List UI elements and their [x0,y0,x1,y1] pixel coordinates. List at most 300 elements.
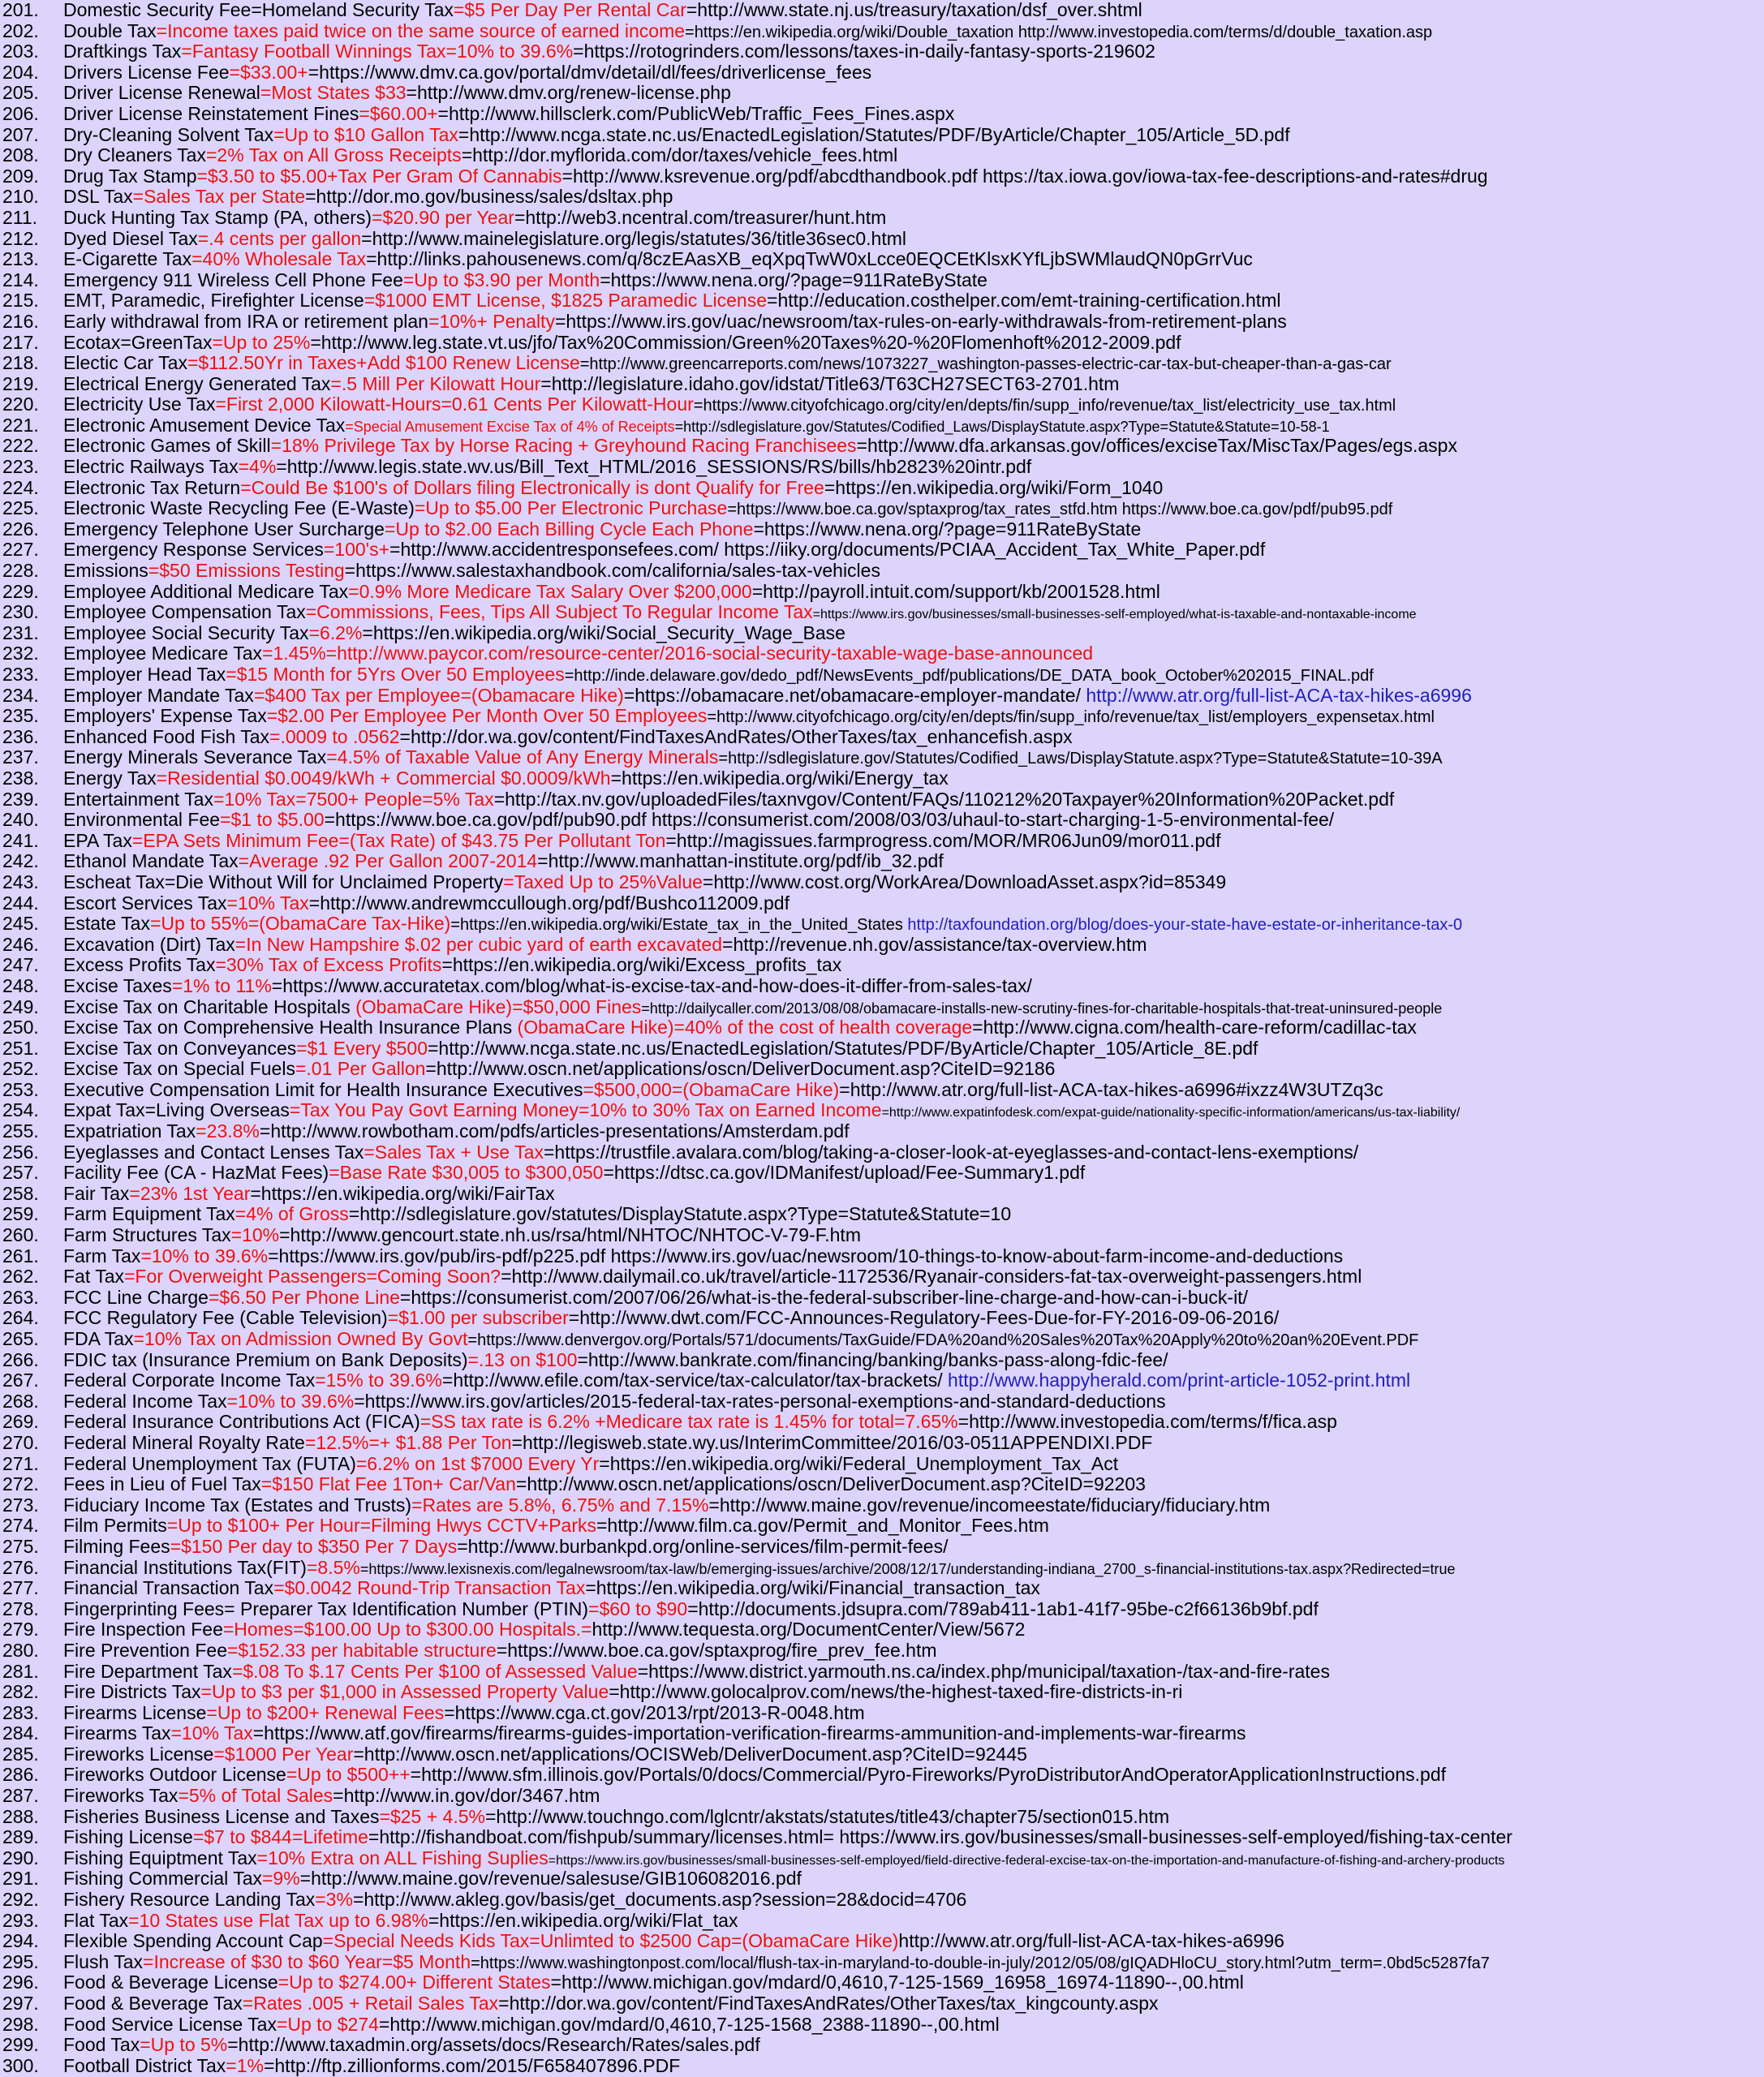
item-number: 278. [2,1598,39,1619]
list-item [0,1121,1764,1142]
entry-text: =http://legisweb.state.wy.us/InterimCommittee/2016/03-0511APPENDIXI.PDF [511,1432,1153,1453]
entry-text: =http://www.taxadmin.org/assets/docs/Research/Rates/sales.pdf [227,2035,760,2056]
entry-text: Escort Services Tax [63,892,227,914]
item-number: 299. [2,2035,39,2056]
entry-text: Farm Tax [63,1245,141,1266]
rate-text: =Increase of $30 to $60 Year=$5 Month [143,1951,471,1972]
entry-text: Excise Tax on Charitable Hospitals [63,996,356,1017]
rate-text: =1% to 11% [171,975,272,996]
rate-text: =Up to $2.00 Each Billing Cycle Each Phone [384,518,754,540]
rate-text: =4.5% of Taxable Value of Any Energy Minerals [326,747,719,768]
entry-text: =http://tax.nv.gov/uploadedFiles/taxnvgov/Content/FAQs/110212%20Taxpayer%20Information%20Packet.pdf [493,789,1395,810]
entry-text: =https://www.denvergov.org/Portals/571/documents/TaxGuide/FDA%20and%20Sales%20Tax%20Apply%20to%20an%20Event.PDF [467,1331,1419,1349]
entry-text: Employee Compensation Tax [63,602,306,623]
rate-text: =Up to 25% [212,332,311,353]
item-number: 232. [2,643,39,664]
list-item [0,1558,1764,1579]
entry-text: Enhanced Food Fish Tax [63,726,270,747]
entry-text: =https://www.nena.org/?page=911RateByState [753,518,1142,540]
rate-text: =6.2% [308,622,363,643]
list-item [0,0,1764,21]
entry-text: =https://consumerist.com/2007/06/26/what-is-the-federal-subscriber-line-charge-and-how-can-i-buck-it/ [399,1287,1248,1308]
item-number: 280. [2,1640,39,1661]
entry-text: =http://magissues.farmprogress.com/MOR/MR06Jun09/mor011.pdf [665,830,1221,851]
rate-text: =10% Extra on ALL Fishing Suplies [256,1847,549,1868]
item-number: 273. [2,1494,39,1516]
rate-text: =3% [315,1890,353,1911]
list-item [0,2015,1764,2036]
entry-text: Fishing License [63,1827,193,1848]
entry-text: Food & Beverage License [63,1972,278,1993]
entry-text: Fisheries Business License and Taxes [63,1806,380,1827]
list-item [0,498,1764,519]
entry-text: Fees in Lieu of Fuel Tax [63,1474,261,1495]
entry-text: =http://www.maine.gov/revenue/incomeestate/fiduciary/fiduciary.htm [708,1494,1271,1516]
entry-text: =http://www.leg.state.vt.us/jfo/Tax%20Commission/Green%20Taxes%20-%20Flomenhoft%2012-2009.pdf [310,332,1181,353]
item-number: 254. [2,1100,39,1121]
rate-text: =$5 Per Day Per Rental Car [453,0,686,20]
entry-text: =http://www.efile.com/tax-service/tax-calculator/tax-brackets/ [441,1370,949,1391]
rate-text: =Most States $33 [260,83,407,104]
entry-text: =https://en.wikipedia.org/wiki/Energy_tax [610,768,949,789]
entry-text: =https://www.cga.ct.gov/2013/rpt/2013-R-0048.htm [444,1702,865,1723]
rate-text: =$150 Flat Fee 1Ton+ Car/Van [260,1474,516,1495]
list-item [0,623,1764,644]
list-item [0,1163,1764,1184]
entry-text: Environmental Fee [63,810,221,831]
item-number: 295. [2,1951,39,1972]
list-item [0,2035,1764,2056]
entry-text: Entertainment Tax [63,789,213,810]
entry-text: =https://en.wikipedia.org/wiki/Federal_Unemployment_Tax_Act [599,1453,1119,1474]
rate-text: =5% of Total Sales [178,1786,333,1807]
rate-text: =Up to $274 [276,2014,379,2035]
entry-text: Employee Social Security Tax [63,622,309,643]
rate-text: =$152.33 per habitable structure [226,1640,497,1661]
item-number: 238. [2,768,39,789]
item-number: 282. [2,1682,39,1703]
item-number: 245. [2,914,39,935]
list-item [0,312,1764,333]
item-number: 213. [2,249,39,270]
rate-text: =.0009 to .0562 [269,726,400,747]
list-item [0,1038,1764,1060]
entry-text: =http://www.accidentresponsefees.com/ https://iiky.org/documents/PCIAA_Accident_Tax_White_Paper.pdf [389,540,1266,561]
entry-text: Electrical Energy Generated Tax [63,373,331,394]
rate-text: =Taxed Up to 25%Value [503,871,703,892]
rate-text: =$3.50 to $5.00+Tax Per Gram Of Cannabis [196,166,562,187]
list-item [0,1890,1764,1911]
item-number: 294. [2,1931,39,1952]
item-number: 209. [2,166,39,187]
rate-text: =1.45%=http://www.paycor.com/resource-center/2016-social-security-taxable-wage-base-announced [262,643,1094,664]
entry-text: =https://www.accuratetax.com/blog/what-is-excise-tax-and-how-does-it-differ-from-sales-tax/ [271,975,1032,996]
link-text: http://taxfoundation.org/blog/does-your-state-have-estate-or-inheritance-tax-0 [907,916,1463,935]
entry-text: =http://sdlegislature.gov/statutes/DisplayStatute.aspx?Type=Statute&Statute=10 [348,1204,1012,1225]
list-item [0,1952,1764,1973]
entry-text: =http://dailycaller.com/2013/08/08/obamacare-installs-new-scrutiny-fines-for-charitable-hospitals-that-treat-uninsured-people [641,1000,1443,1017]
entry-text: Firearms Tax [63,1723,171,1744]
list-item [0,643,1764,664]
list-item [0,1827,1764,1848]
rate-text: (ObamaCare Hike)=$50,000 Fines [355,996,642,1017]
list-item [0,1599,1764,1620]
rate-text: =$1000 EMT License, $1825 Paramedic License [364,290,768,312]
rate-text: =Sales Tax + Use Tax [364,1142,544,1163]
rate-text: =10%+ Penalty [428,311,555,332]
list-item [0,290,1764,312]
list-item [0,1184,1764,1205]
entry-text: Filming Fees [63,1536,170,1557]
list-item [0,166,1764,187]
entry-text: =https://en.wikipedia.org/wiki/Flat_tax [428,1910,738,1931]
entry-text: =https://www.irs.gov/uac/newsroom/tax-rules-on-early-withdrawals-from-retirement-plans [554,311,1287,332]
link-text: http://www.atr.org/full-list-ACA-tax-hikes-a6996 [1086,685,1472,706]
entry-text: =http://www.dailymail.co.uk/travel/article-1172536/Ryanair-considers-fat-tax-overweight-passengers.html [501,1266,1362,1288]
entry-text: Electricity Use Tax [63,394,216,415]
list-item [0,519,1764,540]
entry-text: Estate Tax [63,914,150,935]
entry-text: =http://payroll.intuit.com/support/kb/2001528.html [751,581,1160,602]
rate-text: =Up to $5.00 Per Electronic Purchase [414,498,728,519]
entry-text: =http://ftp.zillionforms.com/2015/F658407896.PDF [263,2055,681,2076]
entry-text: =https://www.atf.gov/firearms/firearms-guides-importation-verification-firearms-ammunition-and-implements-war-firearms [252,1723,1246,1744]
rate-text: =18% Privilege Tax by Horse Racing + Greyhound Racing Franchisees [270,436,857,457]
list-item [0,955,1764,976]
item-number: 241. [2,830,39,851]
list-item [0,1972,1764,1993]
entry-text: Driver License Reinstatement Fines [63,103,359,124]
list-item [0,1059,1764,1080]
item-number: 223. [2,457,39,478]
entry-text: Expat Tax=Living Overseas [63,1100,290,1121]
item-number: 218. [2,353,39,374]
rate-text: =EPA Sets Minimum Fee=(Tax Rate) of $43.75 Per Pollutant Ton [131,830,666,851]
item-number: 289. [2,1827,39,1848]
item-number: 300. [2,2055,39,2076]
entry-text: =http://www.michigan.gov/mdard/0,4610,7-125-1568_2388-11890--,00.html [378,2014,1000,2035]
item-number: 256. [2,1142,39,1163]
entry-text: Flush Tax [63,1951,144,1972]
rate-text: =12.5%=+ $1.88 Per Ton [304,1432,512,1453]
entry-text: =http://www.oscn.net/applications/OCISWeb/DeliverDocument.asp?CiteID=92445 [353,1744,1027,1765]
entry-text: Flexible Spending Account Cap [63,1931,323,1952]
entry-text: Financial Institutions Tax(FIT) [63,1557,307,1578]
entry-text: Federal Unemployment Tax (FUTA) [63,1453,356,1474]
item-number: 293. [2,1910,39,1931]
list-item [0,1142,1764,1163]
entry-text: =http://www.investopedia.com/terms/f/fica.asp [957,1412,1337,1433]
item-number: 259. [2,1204,39,1225]
entry-text: =http://www.dwt.com/FCC-Announces-Regulatory-Fees-Due-for-FY-2016-09-06-2016/ [568,1308,1280,1329]
rate-text: =30% Tax of Excess Profits [215,955,442,976]
rate-text: =$.08 To $.17 Cents Per $100 of Assessed Value [231,1661,638,1682]
entry-text: http://www.atr.org/full-list-ACA-tax-hikes-a6996 [898,1931,1284,1952]
list-item [0,249,1764,270]
item-number: 244. [2,892,39,914]
entry-text: FDA Tax [63,1329,134,1349]
entry-text: =http://dor.wa.gov/content/FindTaxesAndRates/OtherTaxes/tax_enhancefish.aspx [399,726,1073,747]
entry-text: Fireworks Tax [63,1786,179,1807]
list-item [0,727,1764,748]
item-number: 233. [2,664,39,685]
entry-text: Fishery Resource Landing Tax [63,1890,316,1911]
item-number: 214. [2,269,39,290]
list-item [0,1641,1764,1662]
item-number: 258. [2,1183,39,1204]
entry-text: Dry-Cleaning Solvent Tax [63,124,274,145]
list-item [0,1225,1764,1246]
rate-text: =Up to 55%=(ObamaCare Tax-Hike) [149,914,451,935]
entry-text: =http://www.burbankpd.org/online-services/film-permit-fees/ [457,1536,949,1557]
item-number: 201. [2,0,39,20]
entry-text: =http://www.dmv.org/renew-license.php [406,83,731,104]
list-item [0,1329,1764,1350]
list-item [0,145,1764,166]
rate-text: =10% Tax=7500+ People=5% Tax [213,789,494,810]
entry-text: =http://inde.delaware.gov/dedo_pdf/NewsEvents_pdf/publications/DE_DATA_book_October%202015_FINAL.pdf [564,667,1374,685]
entry-text: =https://obamacare.net/obamacare-employer-mandate/ [623,685,1086,706]
entry-text: Excise Taxes [63,975,172,996]
list-item [0,187,1764,208]
item-number: 276. [2,1557,39,1578]
item-number: 210. [2,187,39,208]
list-item [0,997,1764,1018]
entry-text: Flat Tax [63,1910,129,1931]
item-number: 240. [2,810,39,831]
entry-text: http://www.tequesta.org/DocumentCenter/View/5672 [592,1619,1026,1641]
entry-text: =http://www.oscn.net/applications/oscn/DeliverDocument.asp?CiteID=92203 [515,1474,1146,1495]
item-number: 263. [2,1287,39,1308]
entry-text: =http://dor.myflorida.com/dor/taxes/vehicle_fees.html [461,145,898,166]
entry-text: Escheat Tax=Die Without Will for Unclaimed Property [63,871,504,892]
entry-text: =http://sdlegislature.gov/Statutes/Codified_Laws/DisplayStatute.aspx?Type=Statute&Statute=10-58-1 [674,418,1330,435]
list-item [0,1848,1764,1869]
entry-text: Energy Minerals Severance Tax [63,747,327,768]
list-item [0,415,1764,436]
entry-text: =https://en.wikipedia.org/wiki/FairTax [250,1183,555,1204]
item-number: 277. [2,1578,39,1599]
item-number: 274. [2,1516,39,1537]
rate-text: =$112.50Yr in Taxes+Add $100 Renew License [187,353,580,374]
entry-text: Electronic Tax Return [63,477,241,498]
entry-text: Fire Department Tax [63,1661,232,1682]
rate-text: =Up to $3.90 per Month [402,269,600,290]
entry-text: Farm Structures Tax [63,1225,231,1246]
entry-text: Fat Tax [63,1266,124,1288]
entry-text: Firearms License [63,1702,207,1723]
rate-text: =4% [238,457,277,478]
list-item [0,229,1764,250]
list-item [0,1911,1764,1932]
rate-text: =Up to $200+ Renewal Fees [206,1702,445,1723]
list-item [0,1868,1764,1890]
entry-text: =http://dor.wa.gov/content/FindTaxesAndRates/OtherTaxes/tax_kingcounty.aspx [498,1993,1159,2014]
list-item [0,353,1764,374]
entry-text: =http://legislature.idaho.gov/idstat/Title63/T63CH27SECT63-2701.htm [540,373,1120,394]
list-item [0,1454,1764,1475]
item-number: 215. [2,290,39,312]
rate-text: =$150 Per day to $350 Per 7 Days [170,1536,458,1557]
rate-text: =$60.00+ [359,103,438,124]
entry-text: =http://www.greencarreports.com/news/1073227_washington-passes-electric-car-tax-but-cheaper-than-a-gas-car [579,355,1392,374]
entry-text: Emergency Response Services [63,540,324,561]
item-number: 290. [2,1847,39,1868]
list-item [0,1080,1764,1101]
entry-text: =https://www.irs.gov/articles/2015-federal-tax-rates-personal-exemptions-and-standard-deductions [354,1391,1166,1412]
entry-text: Electronic Amusement Device Tax [63,415,346,436]
item-number: 287. [2,1786,39,1807]
item-number: 242. [2,851,39,872]
rate-text: =$20.90 per Year [372,207,514,228]
rate-text: =Special Needs Kids Tax=Unlimted to $2500 Cap=(ObamaCare Hike) [322,1931,899,1952]
list-item [0,1578,1764,1599]
list-item [0,1744,1764,1765]
entry-text: =http://sdlegislature.gov/Statutes/Codified_Laws/DisplayStatute.aspx?Type=Statute&Statute=10-39A [718,750,1443,768]
entry-text: =http://www.mainelegislature.org/legis/statutes/36/title36sec0.html [361,228,906,249]
rate-text: =.01 Per Gallon [295,1059,426,1080]
item-number: 288. [2,1806,39,1827]
link-text: http://www.happyherald.com/print-article-1052-print.html [948,1370,1411,1391]
rate-text: =$6.50 Per Phone Line [208,1287,400,1308]
item-number: 298. [2,2014,39,2035]
list-item [0,935,1764,956]
rate-text: =100's+ [323,540,390,561]
rate-text: =$0.0042 Round-Trip Transaction Tax [273,1578,586,1599]
list-item [0,270,1764,291]
item-number: 247. [2,955,39,976]
rate-text: =Up to $100+ Per Hour=Filming Hwys CCTV+Parks [166,1516,596,1537]
rate-text: (ObamaCare Hike)=40% of the cost of health coverage [517,1017,973,1038]
entry-text: =http://www.rowbotham.com/pdfs/articles-presentations/Amsterdam.pdf [259,1121,850,1142]
entry-text: EMT, Paramedic, Firefighter License [63,290,364,312]
item-number: 272. [2,1474,39,1495]
item-number: 275. [2,1536,39,1557]
entry-text: Fishing Equiptment Tax [63,1847,257,1868]
entry-text: FDIC tax (Insurance Premium on Bank Deposits) [63,1349,468,1370]
rate-text: =Special Amusement Excise Tax of 4% of Receipts [345,418,675,435]
entry-text: Dry Cleaners Tax [63,145,206,166]
list-item [0,686,1764,707]
rate-text: =$50 Emissions Testing [148,561,345,582]
item-number: 252. [2,1059,39,1080]
item-number: 260. [2,1225,39,1246]
rate-text: =.4 cents per gallon [197,228,362,249]
item-number: 229. [2,581,39,602]
entry-text: =http://www.golocalprov.com/news/the-highest-taxed-fire-districts-in-ri [609,1682,1183,1703]
list-item [0,602,1764,623]
entry-text: Ethanol Mandate Tax [63,851,239,872]
entry-text: Draftkings Tax [63,41,182,62]
rate-text: =Up to $3 per $1,000 in Assessed Property Value [200,1682,609,1703]
rate-text: =23.8% [196,1121,260,1142]
rate-text: =$400 Tax per Employee=(Obamacare Hike) [253,685,624,706]
entry-text: Electic Car Tax [63,353,187,374]
rate-text: =$1.00 per subscriber [387,1308,569,1329]
list-item [0,1204,1764,1225]
entry-text: Fire Prevention Fee [63,1640,227,1661]
list-item [0,21,1764,42]
rate-text: =$2.00 Per Employee Per Month Over 50 Employees [266,706,708,727]
rate-text: =Sales Tax per State [132,187,306,208]
entry-text: Food Tax [63,2035,140,2056]
entry-text: Excise Tax on Comprehensive Health Insurance Plans [63,1017,518,1038]
entry-text: Fingerprinting Fees= Preparer Tax Identification Number (PTIN) [63,1598,589,1619]
list-item [0,1288,1764,1309]
list-item [0,1246,1764,1267]
entry-text: Film Permits [63,1516,167,1537]
item-number: 203. [2,41,39,62]
entry-text: Eyeglasses and Contact Lenses Tax [63,1142,364,1163]
list-item [0,1931,1764,1952]
entry-text: Excess Profits Tax [63,955,216,976]
entry-text: Domestic Security Fee=Homeland Security Tax [63,0,454,20]
entry-text: FCC Regulatory Fee (Cable Television) [63,1308,388,1329]
rate-text: =Could Be $100's of Dollars filing Electronically is dont Qualify for Free [240,477,824,498]
entry-text: =https://www.cityofchicago.org/city/en/depts/fin/supp_info/revenue/tax_list/electricity_use_tax.html [693,397,1396,415]
entry-text: Drivers License Fee [63,62,230,83]
list-item [0,768,1764,789]
rate-text: =10% to 39.6% [140,1245,269,1266]
item-number: 269. [2,1412,39,1433]
list-item [0,1993,1764,2015]
item-number: 255. [2,1121,39,1142]
item-number: 285. [2,1744,39,1765]
item-number: 207. [2,124,39,145]
list-item [0,1412,1764,1433]
rate-text: =$1 to $5.00 [220,810,325,831]
item-number: 236. [2,726,39,747]
item-number: 279. [2,1619,39,1641]
entry-text: =https://en.wikipedia.org/wiki/Social_Security_Wage_Base [362,622,845,643]
rate-text: =SS tax rate is 6.2% +Medicare tax rate is 1.45% for total=7.65% [419,1412,958,1433]
entry-text: =http://www.hillsclerk.com/PublicWeb/Traffic_Fees_Fines.aspx [437,103,955,124]
rate-text: =Homes=$100.00 Up to $300.00 Hospitals.= [222,1619,592,1641]
list-item [0,1786,1764,1807]
rate-text: =Rates .005 + Retail Sales Tax [242,1993,499,2014]
entry-text: =https://en.wikipedia.org/wiki/Double_taxation http://www.investopedia.com/terms/d/double_taxation.asp [685,23,1433,41]
entry-text: =http://www.oscn.net/applications/oscn/DeliverDocument.asp?CiteID=92186 [425,1059,1056,1080]
item-number: 237. [2,747,39,768]
item-number: 217. [2,332,39,353]
list-item [0,1350,1764,1371]
entry-text: Dyed Diesel Tax [63,228,198,249]
entry-text: Fishing Commercial Tax [63,1868,262,1890]
entry-text: =https://trustfile.avalara.com/blog/taking-a-closer-look-at-eyeglasses-and-contact-lens-exemptions/ [543,1142,1359,1163]
rate-text: =10% Tax [226,892,309,914]
entry-text: =http://dor.mo.gov/business/sales/dsltax.php [305,187,673,208]
entry-text: Farm Equipment Tax [63,1204,235,1225]
entry-text: Federal Income Tax [63,1391,227,1412]
rate-text: =First 2,000 Kilowatt-Hours=0.61 Cents Per Kilowatt-Hour [215,394,694,415]
entry-text: Energy Tax [63,768,157,789]
item-number: 281. [2,1661,39,1682]
entry-text: =https://www.lexisnexis.com/legalnewsroom/tax-law/b/emerging-issues/archive/2008/12/17/understanding-indiana_2700_s-financial-institutions-tax.aspx?Redirected=true [359,1560,1456,1577]
item-number: 270. [2,1432,39,1453]
list-item [0,436,1764,457]
list-item [0,747,1764,768]
item-number: 267. [2,1370,39,1391]
entry-text: Football District Tax [63,2055,226,2076]
item-number: 265. [2,1329,39,1349]
item-number: 216. [2,311,39,332]
rate-text: =10% [230,1225,280,1246]
entry-text: =https://www.boe.ca.gov/sptaxprog/tax_rates_stfd.htm https://www.boe.ca.gov/pdf/pub95.pdf [727,501,1393,519]
item-number: 264. [2,1308,39,1329]
list-item [0,914,1764,935]
rate-text: =Base Rate $30,005 to $300,050 [329,1163,604,1184]
entry-text: EPA Tax [63,830,132,851]
